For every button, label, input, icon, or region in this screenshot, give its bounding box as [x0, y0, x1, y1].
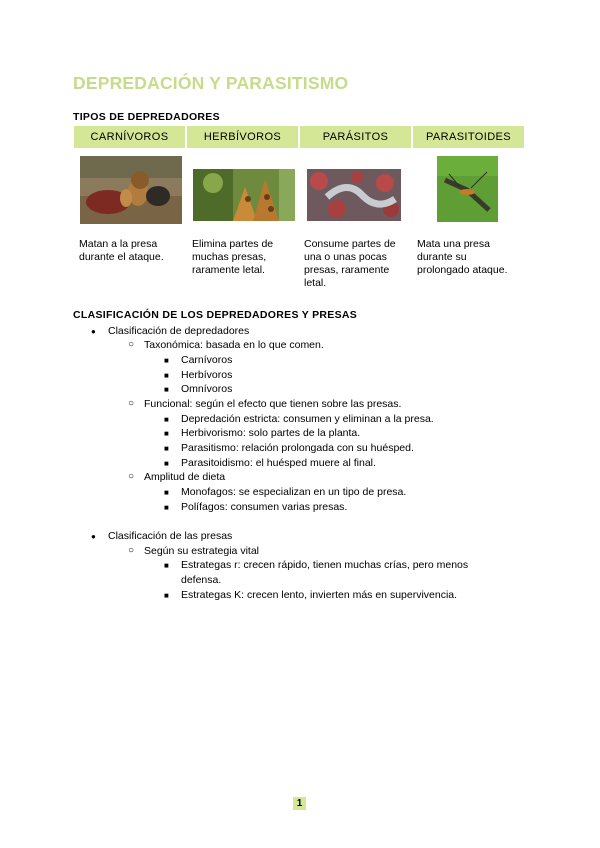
list-item: ○ Amplitud de dieta — [144, 471, 225, 484]
type-header-parasites: PARÁSITOS — [300, 126, 411, 148]
list-item: ■ Herbívoros — [181, 369, 232, 382]
list-item: ● Clasificación de las presas — [108, 530, 232, 543]
list-item: ■ Herbivorismo: solo partes de la planta. — [181, 427, 360, 440]
list-item: ● Clasificación de depredadores — [108, 325, 249, 338]
list-item-continuation: defensa. — [181, 574, 222, 586]
parasites-image — [307, 169, 401, 221]
list-item: ○ Funcional: según el efecto que tienen sobre las presas. — [144, 398, 401, 411]
list-item: ■ Polífagos: consumen varias presas. — [181, 501, 347, 514]
parasites-description: Consume partes de una o unas pocas presas, raramente letal. — [304, 238, 396, 289]
list-item: ■ Parasitismo: relación prolongada con su huésped. — [181, 442, 414, 455]
types-heading: TIPOS DE DEPREDADORES — [73, 111, 220, 123]
list-item: ■ Depredación estricta: consumen y eliminan a la presa. — [181, 413, 434, 426]
list-item: ○ Taxonómica: basada en lo que comen. — [144, 339, 324, 352]
type-header-carnivores: CARNÍVOROS — [74, 126, 185, 148]
list-item: ■ Estrategas r: crecen rápido, tienen muchas crías, pero menos — [181, 559, 468, 572]
parasitoids-image — [437, 156, 498, 222]
carnivores-image — [80, 156, 182, 224]
herbivores-image — [193, 169, 295, 221]
page-title: DEPREDACIÓN Y PARASITISMO — [73, 73, 349, 93]
page-number: 1 — [293, 797, 306, 810]
list-item: ■ Estrategas K: crecen lento, invierten más en supervivencia. — [181, 589, 457, 602]
types-header-row — [74, 126, 524, 148]
list-item: ■ Omnívoros — [181, 383, 232, 396]
type-header-parasitoids: PARASITOIDES — [413, 126, 524, 148]
list-item: ■ Monofagos: se especializan en un tipo de presa. — [181, 486, 406, 499]
parasitoids-description: Mata una presa durante su prolongado ataque. — [417, 238, 508, 276]
type-header-herbivores: HERBÍVOROS — [187, 126, 298, 148]
carnivores-description: Matan a la presa durante el ataque. — [79, 238, 164, 263]
list-item: ○ Según su estrategia vital — [144, 545, 259, 558]
list-item: ■ Parasitoidismo: el huésped muere al final. — [181, 457, 376, 470]
herbivores-description: Elimina partes de muchas presas, raramente letal. — [192, 238, 274, 276]
list-item: ■ Carnívoros — [181, 354, 232, 367]
classification-heading: CLASIFICACIÓN DE LOS DEPREDADORES Y PRESAS — [73, 309, 358, 321]
